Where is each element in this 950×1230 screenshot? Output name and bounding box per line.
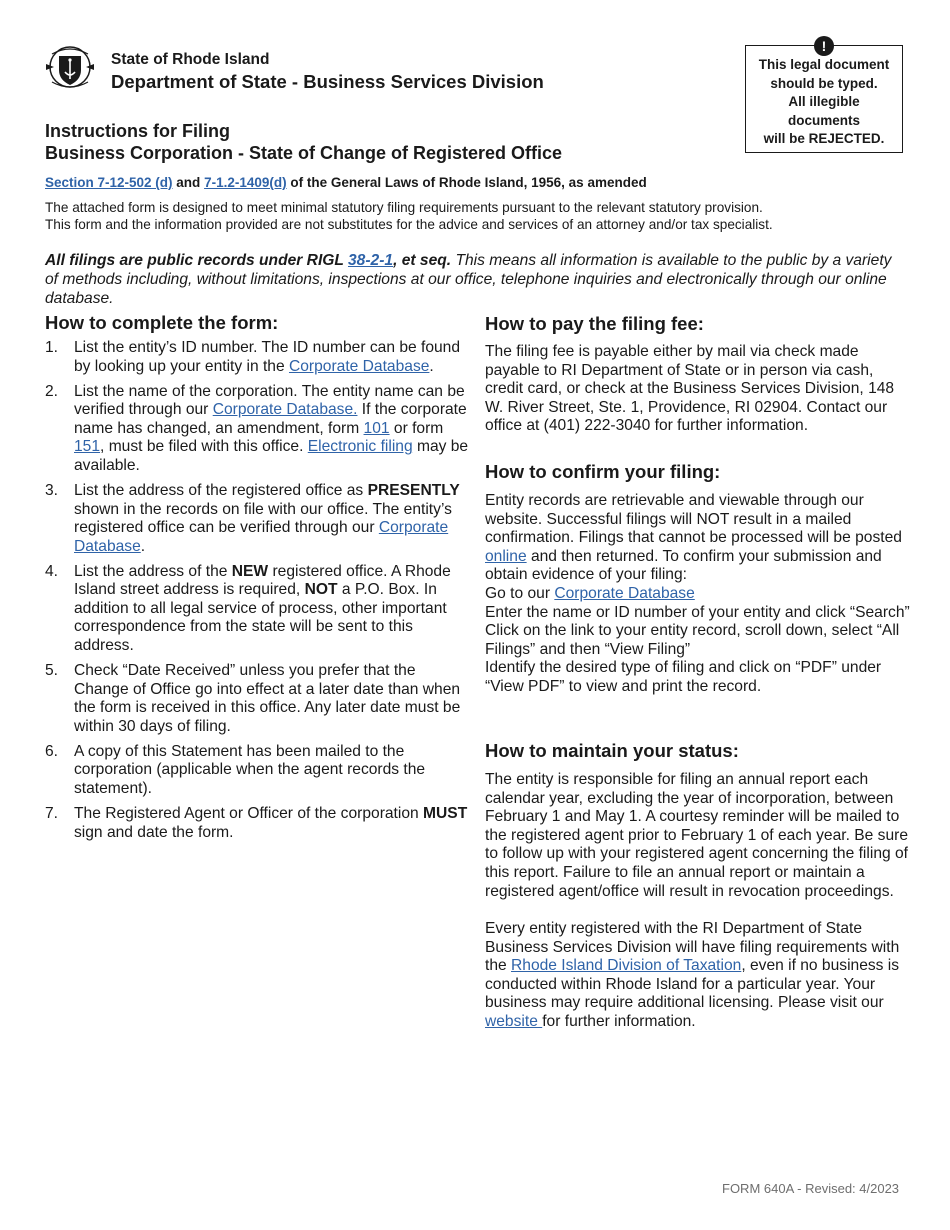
step-text: sign and date the form. (74, 823, 234, 841)
notice-line: should be typed. (770, 75, 878, 91)
step-text: List the entity’s ID number. The ID number can be found by looking up your entity in the (74, 339, 461, 375)
confirm-intro-text: and then returned. To confirm your submission and obtain evidence of your filing: (485, 547, 882, 584)
notice-line: All illegible (788, 94, 860, 109)
step-text: . (140, 537, 146, 555)
maintain-annual-report-text: The entity is responsible for filing an annual report each calendar year, excluding the year of incorporation, between February 1 and May 1. A courtesy reminder will be mailed to the registered agent prior to February 1 of each year. Be sure to follow up with your registered agent concerning the filing of this report. Failure to file an annual report or maintain a registered agent/office will result in revocation proceedings. (485, 771, 909, 900)
rigl-38-2-1-link[interactable]: 38-2-1 (347, 252, 394, 269)
electronic-filing-link[interactable]: Electronic filing (307, 438, 413, 456)
how-to-confirm-heading: How to confirm your filing: (485, 461, 721, 482)
list-item (45, 482, 470, 556)
confirm-step-text: Go to our (485, 584, 555, 602)
step-text: shown in the records on file with our office. The entity’s registered office can be verified through our (74, 500, 452, 537)
corporate-database-link[interactable]: Corporate Database (74, 519, 449, 555)
step-text: If the corporate name has changed, an amendment, form (74, 401, 467, 437)
maintain-taxation-text (485, 920, 915, 1032)
step-emphasis: PRESENTLY (367, 481, 460, 499)
step-text: Check “Date Received” unless you prefer that the Change of Office go into effect at a later date than when the form is received in this office. Any later date must be within 30 days of filing. (74, 662, 461, 735)
statute-link-7-12-502[interactable]: Section 7-12-502 (d) (45, 175, 173, 190)
step-text: List the name of the corporation. The entity name can be verified through our (74, 382, 465, 419)
list-item (45, 563, 470, 656)
taxation-text: for further information. (542, 1012, 696, 1030)
step-text: List the address of the (74, 562, 232, 580)
step-number: 1. (45, 339, 59, 356)
confirm-instructions (485, 492, 915, 697)
how-to-pay-heading: How to pay the filing fee: (485, 313, 704, 334)
completion-steps-list (45, 339, 470, 849)
online-link[interactable]: online (485, 547, 527, 565)
agency-state-name: State of Rhode Island (111, 51, 270, 68)
public-records-text: This means all information is available to the public by a variety of methods including, without limitations, inspections at our office, telephone inquiries and electronically through our online database. (45, 252, 892, 307)
step-number: 4. (45, 562, 59, 580)
typing-notice-box (745, 38, 903, 153)
website-link[interactable]: website (485, 1012, 543, 1030)
confirm-step: Identify the desired type of filing and click on “PDF” under “View PDF” to view and print the record. (485, 659, 882, 695)
confirm-intro-text: Entity records are retrievable and viewable through our website. Successful filings will NOT result in a mailed confirmation. Filings that cannot be processed will be posted (485, 492, 902, 547)
notice-line: will be REJECTED. (763, 131, 885, 146)
disclaimer-line: This form and the information provided are not substitutes for the advice and services of an attorney and/or tax specialist. (45, 217, 773, 232)
notice-line: documents (787, 112, 860, 128)
step-emphasis: NOT (304, 581, 338, 599)
agency-department-name: Department of State - Business Services Division (111, 71, 544, 92)
step-number: 5. (45, 662, 59, 680)
step-emphasis: MUST (423, 805, 468, 822)
exclamation-icon: ! (814, 36, 834, 56)
division-of-taxation-link[interactable]: Rhode Island Division of Taxation (511, 957, 742, 975)
step-text: registered office. A Rhode Island street address is required, (74, 562, 451, 599)
step-text: A copy of this Statement has been mailed to the corporation (applicable when the agent records the statement). (74, 742, 426, 798)
confirm-step (485, 585, 915, 604)
disclaimer (45, 199, 915, 233)
step-text: , must be filed with this office. (100, 438, 308, 456)
step-emphasis: NEW (231, 562, 269, 580)
step-text: The Registered Agent or Officer of the corporation (74, 805, 424, 822)
notice-line: This legal document (758, 57, 890, 72)
taxation-text: , even if no business is conducted within Rhode Island for a particular year. Your business may require additional licensing. Please visit our (485, 957, 900, 1012)
form-151-link[interactable]: 151 (74, 438, 101, 456)
corporate-database-link[interactable]: Corporate Database. (212, 401, 358, 419)
step-text: or form (389, 419, 444, 437)
public-records-prefix: All filings are public records under RIGL (45, 252, 348, 269)
confirm-intro (485, 492, 915, 585)
statute-reference (45, 175, 647, 190)
list-item (45, 805, 470, 842)
step-number: 6. (45, 742, 59, 760)
public-records-suffix: , et seq. (393, 252, 452, 269)
confirm-step: Enter the name or ID number of your entity and click “Search” (485, 603, 910, 621)
form-revision-footer: FORM 640A - Revised: 4/2023 (722, 1181, 900, 1196)
form-101-link[interactable]: 101 (363, 419, 390, 437)
statute-rest: of the General Laws of Rhode Island, 1956, as amended (286, 175, 647, 190)
pay-instructions: The filing fee is payable either by mail via check made payable to RI Department of State or in person via cash, credit card, or check at the Business Services Division, 148 W. River Street, Ste. 1, Providence, RI 02904. Contact our office at (401) 222-3040 for further information. (485, 343, 895, 435)
list-item (45, 383, 470, 476)
step-text: List the address of the registered office as (74, 481, 368, 499)
step-text: may be available. (74, 438, 469, 474)
state-seal-icon (44, 42, 96, 92)
how-to-complete-heading: How to complete the form: (45, 312, 279, 333)
list-item (45, 662, 470, 736)
corporate-database-link[interactable]: Corporate Database (288, 357, 430, 375)
step-number: 3. (45, 481, 59, 499)
step-number: 7. (45, 805, 59, 822)
page-subtitle: Business Corporation - State of Change of Registered Office (45, 143, 563, 163)
public-records-notice (45, 251, 905, 308)
taxation-text: Every entity registered with the RI Department of State Business Services Division will have filing requirements with the (485, 920, 900, 975)
how-to-maintain-heading: How to maintain your status: (485, 740, 739, 761)
confirm-step: Click on the link to your entity record, scroll down, select “All Filings” and then “View Filing” (485, 622, 900, 658)
step-number: 2. (45, 382, 59, 400)
list-item (45, 339, 470, 376)
page-title: Instructions for Filing (45, 121, 230, 141)
statute-and: and (172, 175, 205, 190)
step-text: a P.O. Box. In addition to all legal service of process, other important correspondence from the state will be sent to this address. (74, 581, 447, 655)
list-item (45, 743, 470, 799)
disclaimer-line: The attached form is designed to meet minimal statutory filing requirements pursuant to the relevant statutory provision. (45, 200, 763, 215)
statute-link-7-1-2-1409[interactable]: 7-1.2-1409(d) (204, 175, 287, 190)
step-text: . (429, 357, 434, 375)
corporate-database-link[interactable]: Corporate Database (554, 584, 695, 602)
